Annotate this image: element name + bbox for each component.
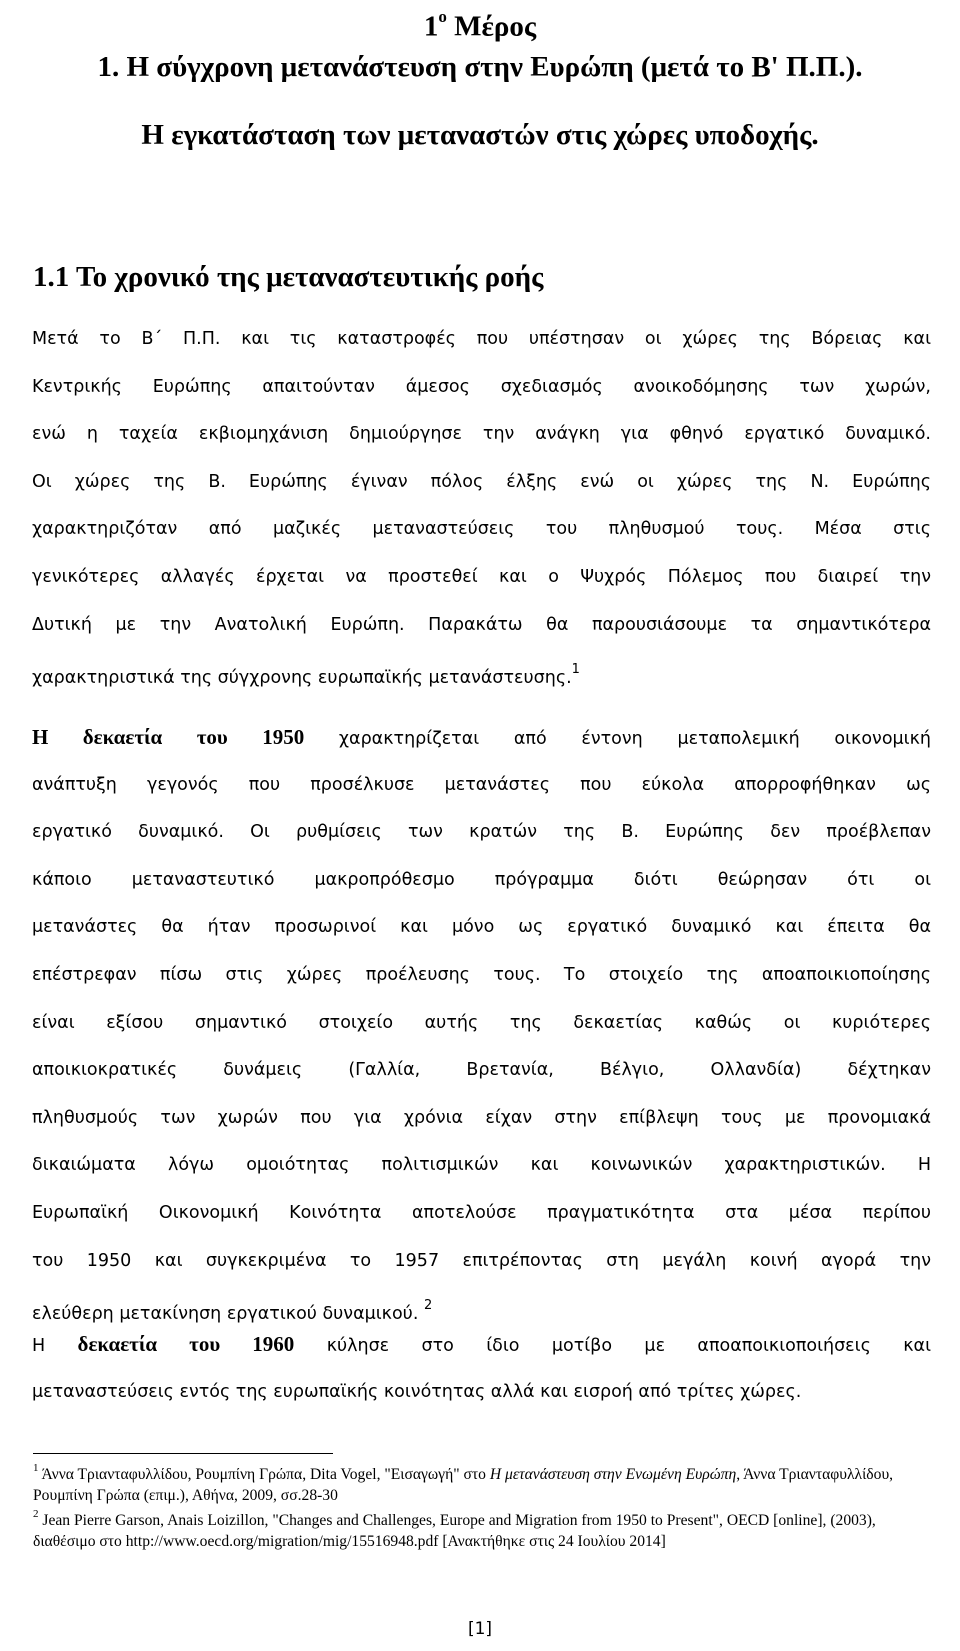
part-word: Μέρος — [454, 10, 537, 43]
footnotes — [33, 1460, 928, 1552]
footnote-separator — [33, 1453, 333, 1454]
footnote-1-book-title: Η μετανάστευση στην Ενωμένη Ευρώπη — [489, 1466, 737, 1484]
section-title: 1.1 Το χρονικό της μεταναστευτικής ροής — [33, 261, 544, 293]
paragraph-1-line — [32, 649, 931, 697]
paragraph-1-line: Οι χώρες της Β. Ευρώπης έγιναν πόλος έλξης ενώ οι χώρες της Ν. Ευρώπης — [32, 471, 931, 492]
footnote-1-text: Άννα Τριανταφυλλίδου, Ρουμπίνη Γρώπα, Dita Vogel, "Εισαγωγή" στο — [38, 1466, 490, 1484]
paragraph-2-line: εργατικό δυναμικό. Οι ρυθμίσεις των κρατών της Β. Ευρώπης δεν προέβλεπαν — [32, 822, 931, 843]
footnote-ref-2[interactable]: 2 — [423, 1298, 433, 1314]
paragraph-2-line — [32, 714, 931, 762]
paragraph-2-line: αποικιοκρατικές δυνάμεις (Γαλλία, Βρετανία, Βέλγιο, Ολλανδία) δέχτηκαν — [32, 1060, 931, 1081]
paragraph-3-text: Η — [32, 1336, 78, 1356]
chapter-title-line-1: 1. Η σύγχρονη μετανάστευση στην Ευρώπη (μετά το Β' Π.Π.). — [97, 51, 863, 83]
paragraph-3-line: μεταναστεύσεις εντός της ευρωπαϊκής κοινότητας αλλά και εισροή από τρίτες χώρες. — [32, 1381, 802, 1402]
paragraph-2-line: του 1950 και συγκεκριμένα το 1957 επιτρέποντας στη μεγάλη κοινή αγορά την — [32, 1250, 931, 1271]
paragraph-2-line: κάποιο μεταναστευτικό μακροπρόθεσμο πρόγραμμα διότι θεώρησαν ότι οι — [32, 869, 931, 890]
paragraph-1-line: χαρακτηριζόταν από μαζικές μεταναστεύσεις του πληθυσμού τους. Μέσα στις — [32, 519, 931, 540]
footnote-2-number: 2 — [33, 1508, 39, 1521]
footnote-2 — [33, 1506, 928, 1552]
footnote-ref-1[interactable]: 1 — [571, 662, 580, 678]
paragraph-2-text: ελεύθερη μετακίνηση εργατικού δυναμικού. — [32, 1303, 419, 1324]
paragraph-3 — [32, 1321, 931, 1416]
paragraph-2-line: δικαιώματα λόγω ομοιότητας πολιτισμικών και κοινωνικών χαρακτηριστικών. Η — [32, 1155, 931, 1176]
paragraph-2-line: μετανάστες θα ήταν προσωρινοί και μόνο ως εργατικό δυναμικό και έπειτα θα — [32, 917, 931, 938]
footnote-1-text: , Άννα Τριανταφυλλίδου, Ρουμπίνη Γρώπα (επιμ.), Αθήνα, 2009, σσ.28-30 — [33, 1466, 894, 1505]
paragraph-1-line: ενώ η ταχεία εκβιομηχάνιση δημιούργησε την ανάγκη για φθηνό εργατικό δυναμικό. — [32, 424, 931, 445]
paragraph-2 — [32, 714, 931, 1333]
paragraph-1-line: Μετά το Β΄ Π.Π. και τις καταστροφές που υπέστησαν οι χώρες της Βόρειας και — [32, 329, 931, 349]
paragraph-3-text: κύλησε στο ίδιο μοτίβο με αποαποικιοποιήσεις και — [294, 1336, 931, 1356]
paragraph-2-line: Ευρωπαϊκή Οικονομική Κοινότητα αποτελούσε πραγματικότητα στα μέσα περίπου — [32, 1202, 931, 1223]
paragraph-2-line: πληθυσμούς των χωρών που για χρόνια είχαν στην επίβλεψη τους με προνομιακά — [32, 1107, 931, 1128]
paragraph-2-line: είναι εξίσου σημαντικό στοιχείο αυτής της δεκαετίας καθώς οι κυριότερες — [32, 1012, 931, 1033]
paragraph-2-line: ανάπτυξη γεγονός που προσέλκυσε μετανάστες που εύκολα απορροφήθηκαν ως — [32, 774, 931, 795]
paragraph-1-text: χαρακτηριστικά της σύγχρονης ευρωπαϊκής μετανάστευσης. — [32, 667, 572, 688]
footnote-1 — [33, 1460, 928, 1506]
paragraph-3-line — [32, 1321, 931, 1369]
paragraph-1-line: Κεντρικής Ευρώπης απαιτούνταν άμεσος σχεδιασμός ανοικοδόμησης των χωρών, — [32, 376, 931, 397]
paragraph-1-line: Δυτική με την Ανατολική Ευρώπη. Παρακάτω θα παρουσιάσουμε τα σημαντικότερα — [32, 614, 931, 635]
paragraph-1-line: γενικότερες αλλαγές έρχεται να προστεθεί και ο Ψυχρός Πόλεμος που διαιρεί την — [32, 566, 931, 587]
footnote-2-text: Jean Pierre Garson, Anais Loizillon, "Changes and Challenges, Europe and Migration from 1950 to Present", OECD [online], (2003), διαθέσιμο στο http://www.oecd.org/migration/mig/15516948.pdf [Ανακτήθηκε στις 24 Ιουλίου 2014] — [33, 1512, 876, 1551]
paragraph-1 — [32, 316, 931, 697]
part-title — [0, 2, 960, 45]
decade-1950-heading: Η δεκαετία του 1950 — [32, 725, 305, 749]
page-number: [1] — [467, 1619, 493, 1639]
chapter-title-line-2: Η εγκατάσταση των μεταναστών στις χώρες υποδοχής. — [141, 119, 819, 151]
footnote-1-number: 1 — [33, 1462, 39, 1474]
paragraph-2-text: χαρακτηρίζεται από έντονη μεταπολεμική οικονομική — [304, 729, 931, 749]
paragraph-2-line: επέστρεφαν πίσω στις χώρες προέλευσης τους. Το στοιχείο της αποαποικιοποίησης — [32, 964, 931, 985]
decade-1960-heading: δεκαετία του 1960 — [77, 1332, 295, 1356]
part-ordinal: ο — [438, 7, 447, 26]
part-number: 1 — [423, 10, 439, 43]
